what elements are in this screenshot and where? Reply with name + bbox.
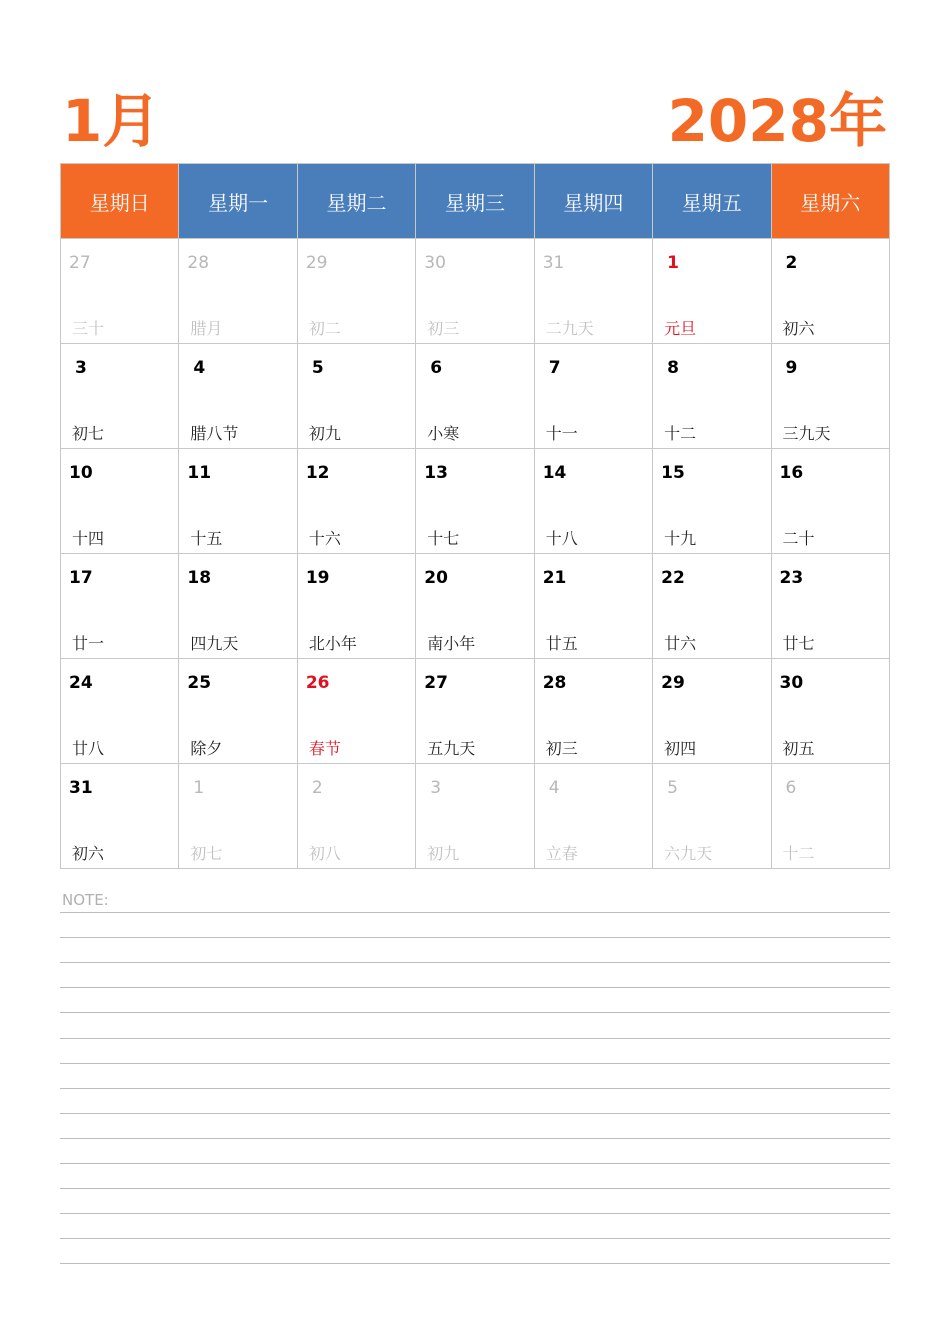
day-number: 8 xyxy=(667,358,679,378)
note-line xyxy=(60,962,890,963)
lunar-date: 初七 xyxy=(190,844,223,863)
day-cell[interactable] xyxy=(179,659,297,764)
day-cell[interactable] xyxy=(534,239,652,344)
lunar-date: 六九天 xyxy=(664,844,713,863)
lunar-date: 廿五 xyxy=(545,634,578,653)
day-number: 2 xyxy=(785,253,798,273)
lunar-date: 腊八节 xyxy=(190,424,239,443)
weekday-header: 星期四 xyxy=(534,164,652,239)
day-number: 29 xyxy=(305,253,328,273)
day-cell[interactable] xyxy=(771,764,889,869)
day-cell[interactable] xyxy=(534,554,652,659)
lunar-date: 初九 xyxy=(308,424,341,443)
day-number: 6 xyxy=(785,778,797,798)
weekday-header-row xyxy=(61,164,890,239)
calendar-week-row xyxy=(61,239,890,344)
lunar-date: 春节 xyxy=(308,739,341,758)
weekday-header: 星期五 xyxy=(653,164,771,239)
lunar-date: 小寒 xyxy=(427,424,460,443)
note-line xyxy=(60,1163,890,1164)
day-number: 28 xyxy=(542,673,567,693)
lunar-date: 十八 xyxy=(545,529,578,548)
lunar-date: 三十 xyxy=(72,319,105,338)
note-line xyxy=(60,937,890,938)
lunar-date: 二十 xyxy=(782,529,815,548)
day-cell[interactable] xyxy=(534,764,652,869)
day-number: 31 xyxy=(542,253,565,273)
day-number: 14 xyxy=(542,463,567,483)
lunar-date: 十六 xyxy=(308,529,341,548)
weekday-header: 星期二 xyxy=(297,164,415,239)
note-line xyxy=(60,1088,890,1089)
lunar-date: 初六 xyxy=(72,844,105,863)
note-line xyxy=(60,912,890,913)
weekday-header: 星期三 xyxy=(416,164,534,239)
lunar-date: 十一 xyxy=(545,424,578,443)
day-number: 31 xyxy=(69,778,93,798)
note-line xyxy=(60,1238,890,1239)
note-line xyxy=(60,1213,890,1214)
day-cell[interactable] xyxy=(771,659,889,764)
day-number: 30 xyxy=(424,253,446,273)
day-number: 23 xyxy=(779,568,804,588)
note-line xyxy=(60,1263,890,1264)
day-number: 12 xyxy=(305,463,330,483)
lunar-date: 初五 xyxy=(782,739,815,758)
day-number: 3 xyxy=(430,778,442,798)
day-number: 5 xyxy=(667,778,678,798)
day-cell[interactable] xyxy=(297,344,415,449)
day-number: 20 xyxy=(424,568,448,588)
day-cell[interactable] xyxy=(297,764,415,869)
lunar-date: 二九天 xyxy=(545,319,594,338)
day-number: 19 xyxy=(305,568,330,588)
weekday-header: 星期一 xyxy=(179,164,297,239)
weekday-header: 星期日 xyxy=(61,164,179,239)
day-number: 29 xyxy=(661,673,685,693)
day-cell[interactable] xyxy=(534,344,652,449)
day-cell[interactable] xyxy=(771,449,889,554)
day-cell[interactable] xyxy=(416,764,534,869)
day-cell[interactable] xyxy=(416,239,534,344)
lunar-date: 十五 xyxy=(190,529,223,548)
day-cell[interactable] xyxy=(653,239,771,344)
day-cell[interactable] xyxy=(179,449,297,554)
day-number: 9 xyxy=(785,358,798,378)
day-cell[interactable] xyxy=(297,659,415,764)
lunar-date: 元旦 xyxy=(664,319,697,338)
lunar-date: 廿一 xyxy=(72,634,105,653)
day-cell[interactable] xyxy=(297,449,415,554)
lunar-date: 四九天 xyxy=(190,634,239,653)
day-cell[interactable] xyxy=(771,239,889,344)
lunar-date: 腊月 xyxy=(190,319,223,338)
day-number: 2 xyxy=(311,778,323,798)
day-cell[interactable] xyxy=(179,344,297,449)
day-cell[interactable] xyxy=(653,659,771,764)
day-number: 27 xyxy=(424,673,448,693)
day-number: 21 xyxy=(542,568,567,588)
day-number: 1 xyxy=(667,253,679,273)
day-number: 6 xyxy=(430,358,443,378)
day-number: 13 xyxy=(424,463,448,483)
note-line xyxy=(60,1012,890,1013)
day-cell[interactable] xyxy=(297,554,415,659)
day-cell[interactable] xyxy=(179,239,297,344)
calendar-week-row xyxy=(61,554,890,659)
day-number: 17 xyxy=(69,568,93,588)
day-number: 15 xyxy=(661,463,685,483)
day-number: 16 xyxy=(779,463,804,483)
note-line xyxy=(60,1138,890,1139)
day-cell[interactable] xyxy=(416,659,534,764)
note-line xyxy=(60,1063,890,1064)
lunar-date: 廿七 xyxy=(782,634,815,653)
calendar-week-row xyxy=(61,344,890,449)
day-cell[interactable] xyxy=(179,764,297,869)
weekday-header: 星期六 xyxy=(771,164,889,239)
day-cell[interactable] xyxy=(534,659,652,764)
day-cell[interactable] xyxy=(416,344,534,449)
day-number: 27 xyxy=(69,253,91,273)
lunar-date: 初九 xyxy=(427,844,460,863)
day-cell[interactable] xyxy=(653,344,771,449)
day-number: 25 xyxy=(187,673,212,693)
lunar-date: 立春 xyxy=(545,844,578,863)
day-number: 18 xyxy=(187,568,212,588)
month-title: 1月 xyxy=(62,87,161,155)
lunar-date: 五九天 xyxy=(427,739,476,758)
day-cell[interactable] xyxy=(771,554,889,659)
day-cell[interactable] xyxy=(653,764,771,869)
calendar-week-row xyxy=(61,449,890,554)
calendar-week-row xyxy=(61,659,890,764)
lunar-date: 除夕 xyxy=(190,739,223,758)
day-number: 24 xyxy=(69,673,93,693)
day-cell[interactable] xyxy=(534,449,652,554)
note-line xyxy=(60,1113,890,1114)
day-cell[interactable] xyxy=(653,449,771,554)
day-cell[interactable] xyxy=(416,554,534,659)
lunar-date: 廿八 xyxy=(72,739,105,758)
lunar-date: 初二 xyxy=(308,319,341,338)
lunar-date: 十九 xyxy=(664,529,697,548)
lunar-date: 十七 xyxy=(427,529,460,548)
day-number: 1 xyxy=(193,778,205,798)
notes-label: NOTE: xyxy=(62,891,109,909)
day-cell[interactable] xyxy=(61,344,179,449)
note-line xyxy=(60,987,890,988)
day-cell[interactable] xyxy=(653,554,771,659)
calendar-week-row xyxy=(61,764,890,869)
lunar-date: 初七 xyxy=(72,424,105,443)
day-number: 4 xyxy=(193,358,206,378)
day-number: 30 xyxy=(779,673,804,693)
lunar-date: 初六 xyxy=(782,319,815,338)
calendar-body xyxy=(61,239,890,869)
day-cell[interactable] xyxy=(61,449,179,554)
day-number: 10 xyxy=(69,463,93,483)
lunar-date: 北小年 xyxy=(308,634,357,653)
day-cell[interactable] xyxy=(61,554,179,659)
note-line xyxy=(60,1188,890,1189)
day-number: 28 xyxy=(187,253,210,273)
year-title: 2028年 xyxy=(667,87,887,155)
day-cell[interactable] xyxy=(61,659,179,764)
day-cell[interactable] xyxy=(416,449,534,554)
lunar-date: 十二 xyxy=(664,424,697,443)
lunar-date: 初三 xyxy=(545,739,578,758)
day-number: 11 xyxy=(187,463,212,483)
day-cell[interactable] xyxy=(771,344,889,449)
day-cell[interactable] xyxy=(61,764,179,869)
day-number: 5 xyxy=(311,358,324,378)
lunar-date: 三九天 xyxy=(782,424,831,443)
lunar-date: 十四 xyxy=(72,529,105,548)
day-number: 22 xyxy=(661,568,685,588)
day-number: 3 xyxy=(75,358,87,378)
lunar-date: 初三 xyxy=(427,319,460,338)
calendar-grid xyxy=(60,163,890,869)
day-cell[interactable] xyxy=(61,239,179,344)
day-cell[interactable] xyxy=(297,239,415,344)
lunar-date: 十二 xyxy=(782,844,815,863)
day-cell[interactable] xyxy=(179,554,297,659)
day-number: 7 xyxy=(548,358,561,378)
lunar-date: 南小年 xyxy=(427,634,476,653)
day-number: 26 xyxy=(305,673,330,693)
lunar-date: 初八 xyxy=(308,844,341,863)
lunar-date: 廿六 xyxy=(664,634,697,653)
day-number: 4 xyxy=(548,778,560,798)
note-line xyxy=(60,1038,890,1039)
lunar-date: 初四 xyxy=(664,739,697,758)
